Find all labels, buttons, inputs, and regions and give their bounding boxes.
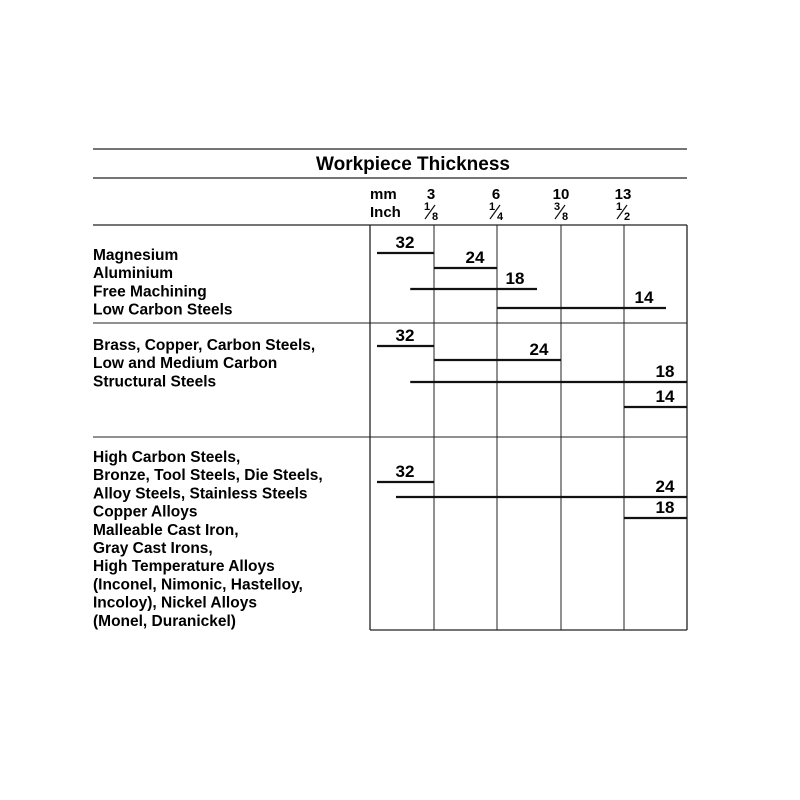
material-group <box>93 337 315 390</box>
material-name: Aluminium <box>93 265 174 283</box>
tooth-count-label: 32 <box>395 462 415 481</box>
material-name: (Inconel, Nimonic, Hastelloy, <box>93 576 303 594</box>
tooth-count-label: 32 <box>395 233 415 252</box>
inch-label: Inch <box>370 204 401 221</box>
column-headers <box>424 186 631 223</box>
mm-value: 3 <box>426 186 436 203</box>
material-group <box>93 247 233 319</box>
thickness-band <box>377 233 434 253</box>
material-name: (Monel, Duranickel) <box>93 612 236 630</box>
inch-numerator: 1 <box>615 201 623 213</box>
column-header <box>489 186 504 223</box>
mm-value: 10 <box>552 186 570 203</box>
tooth-count-label: 24 <box>529 340 549 359</box>
inch-denominator: 4 <box>496 211 504 223</box>
tooth-count-label: 18 <box>655 498 675 517</box>
inch-numerator: 1 <box>423 201 431 213</box>
material-name: High Temperature Alloys <box>93 558 275 576</box>
thickness-band <box>377 462 434 482</box>
tooth-count-label: 32 <box>395 326 415 345</box>
thickness-band <box>396 477 687 497</box>
thickness-band <box>624 387 687 407</box>
material-name: Gray Cast Irons, <box>93 540 213 557</box>
thickness-band <box>624 498 687 518</box>
mm-value: 6 <box>491 186 501 203</box>
column-header <box>615 186 632 223</box>
material-name: Brass, Copper, Carbon Steels, <box>93 337 316 354</box>
material-name: Alloy Steels, Stainless Steels <box>93 485 308 503</box>
thickness-band <box>377 326 434 346</box>
diagram-title: Workpiece Thickness <box>316 154 510 175</box>
thickness-band <box>434 248 497 268</box>
thickness-band <box>497 288 666 308</box>
material-name: Low Carbon Steels <box>93 301 233 319</box>
thickness-band <box>410 269 537 289</box>
column-header <box>424 186 438 223</box>
tooth-count-label: 14 <box>634 288 654 307</box>
inch-numerator: 3 <box>553 201 561 213</box>
thickness-bands <box>377 233 687 518</box>
inch-denominator: 8 <box>561 211 569 223</box>
material-name: Copper Alloys <box>93 503 198 521</box>
material-name: Structural Steels <box>93 373 217 391</box>
material-group <box>93 449 323 630</box>
mm-label: mm <box>370 186 397 203</box>
tooth-count-label: 18 <box>505 269 525 288</box>
material-groups <box>93 247 323 630</box>
material-name: Free Machining <box>93 283 207 301</box>
material-name: Magnesium <box>93 247 179 264</box>
thickness-band <box>410 362 687 382</box>
tooth-count-label: 24 <box>655 477 675 496</box>
material-name: High Carbon Steels, <box>93 449 241 466</box>
material-name: Bronze, Tool Steels, Die Steels, <box>93 467 323 485</box>
column-header <box>553 186 570 223</box>
tooth-count-label: 14 <box>655 387 675 406</box>
mm-value: 13 <box>614 186 632 203</box>
inch-denominator: 8 <box>431 211 439 223</box>
material-name: Low and Medium Carbon <box>93 355 278 373</box>
material-name: Malleable Cast Iron, <box>93 521 239 539</box>
tooth-count-label: 18 <box>655 362 675 381</box>
material-name: Incoloy), Nickel Alloys <box>93 594 257 612</box>
tooth-count-label: 24 <box>465 248 485 267</box>
inch-numerator: 1 <box>488 201 496 213</box>
inch-denominator: 2 <box>623 211 631 223</box>
